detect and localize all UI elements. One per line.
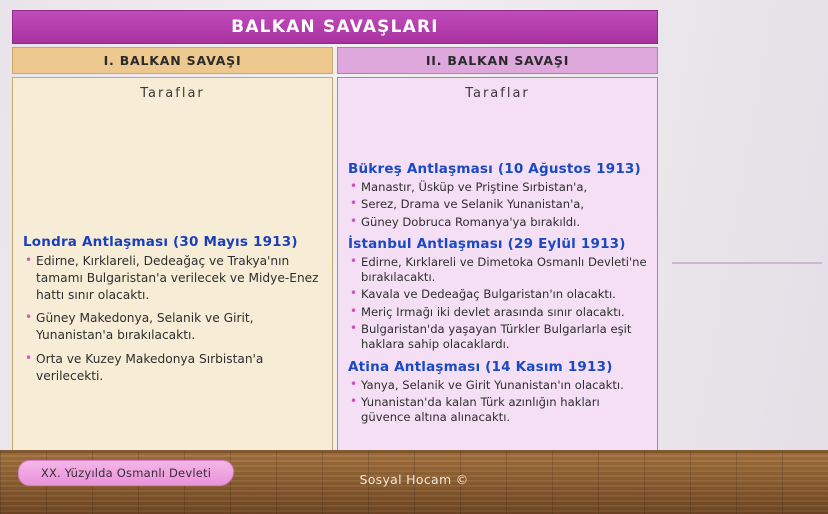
treaty-items-athens [348, 378, 647, 426]
list-item: • Güney Dobruca Romanya'ya bırakıldı. [348, 215, 647, 230]
list-item: • Meriç Irmağı iki devlet arasında sınır olacaktı. [348, 305, 647, 320]
list-item: • Edirne, Kırklareli ve Dimetoka Osmanlı Devleti'ne bırakılacaktı. [348, 255, 647, 286]
list-item: • Orta ve Kuzey Makedonya Sırbistan'a verilecekti. [23, 351, 322, 385]
list-item: • Manastır, Üsküp ve Priştine Sırbistan'a, [348, 180, 647, 195]
table-body-row [12, 77, 658, 452]
table-title: BALKAN SAVAŞLARI [12, 10, 658, 44]
left-column-content [23, 228, 322, 392]
list-item: • Yunanistan'da kalan Türk azınlığın hakları güvence altına alınacaktı. [348, 395, 647, 426]
treaty-items-istanbul [348, 255, 647, 353]
right-column-spacer [348, 107, 647, 155]
column-first-balkan-war [12, 77, 333, 452]
sides-label-right: Taraflar [465, 86, 530, 101]
list-item: • Edirne, Kırklareli, Dedeağaç ve Trakya'nın tamamı Bulgaristan'a verilecek ve Midye-Enez hattı sınır olacaktı. [23, 253, 322, 303]
sides-label-left: Taraflar [140, 86, 205, 101]
treaty-items-london [23, 253, 322, 385]
list-item: • Bulgaristan'da yaşayan Türkler Bulgarlarla eşit haklara sahip olacaklardı. [348, 322, 647, 353]
credit-text: Sosyal Hocam © [359, 472, 469, 487]
list-item: • Güney Makedonya, Selanik ve Girit, Yunanistan'a bırakılacaktı. [23, 310, 322, 344]
table-header-row [12, 47, 658, 74]
column-second-balkan-war [337, 77, 658, 452]
list-item: • Serez, Drama ve Selanik Yunanistan'a, [348, 197, 647, 212]
footer-top-edge [0, 450, 828, 453]
treaty-title-istanbul: İstanbul Antlaşması (29 Eylül 1913) [348, 235, 626, 252]
list-item: • Kavala ve Dedeağaç Bulgaristan'ın olacaktı. [348, 287, 647, 302]
column-header-second-balkan-war: II. BALKAN SAVAŞI [337, 47, 658, 74]
treaty-title-athens: Atina Antlaşması (14 Kasım 1913) [348, 358, 613, 375]
comparison-table [12, 10, 658, 452]
treaty-items-bucharest [348, 180, 647, 230]
treaty-title-london: Londra Antlaşması (30 Mayıs 1913) [23, 234, 298, 250]
column-header-first-balkan-war: I. BALKAN SAVAŞI [12, 47, 333, 74]
treaty-title-bucharest: Bükreş Antlaşması (10 Ağustos 1913) [348, 161, 641, 177]
footer-wood-panel [0, 450, 828, 514]
topic-tag-label: XX. Yüzyılda Osmanlı Devleti [40, 466, 212, 480]
decorative-line [672, 262, 822, 264]
list-item: • Yanya, Selanik ve Girit Yunanistan'ın olacaktı. [348, 378, 647, 393]
